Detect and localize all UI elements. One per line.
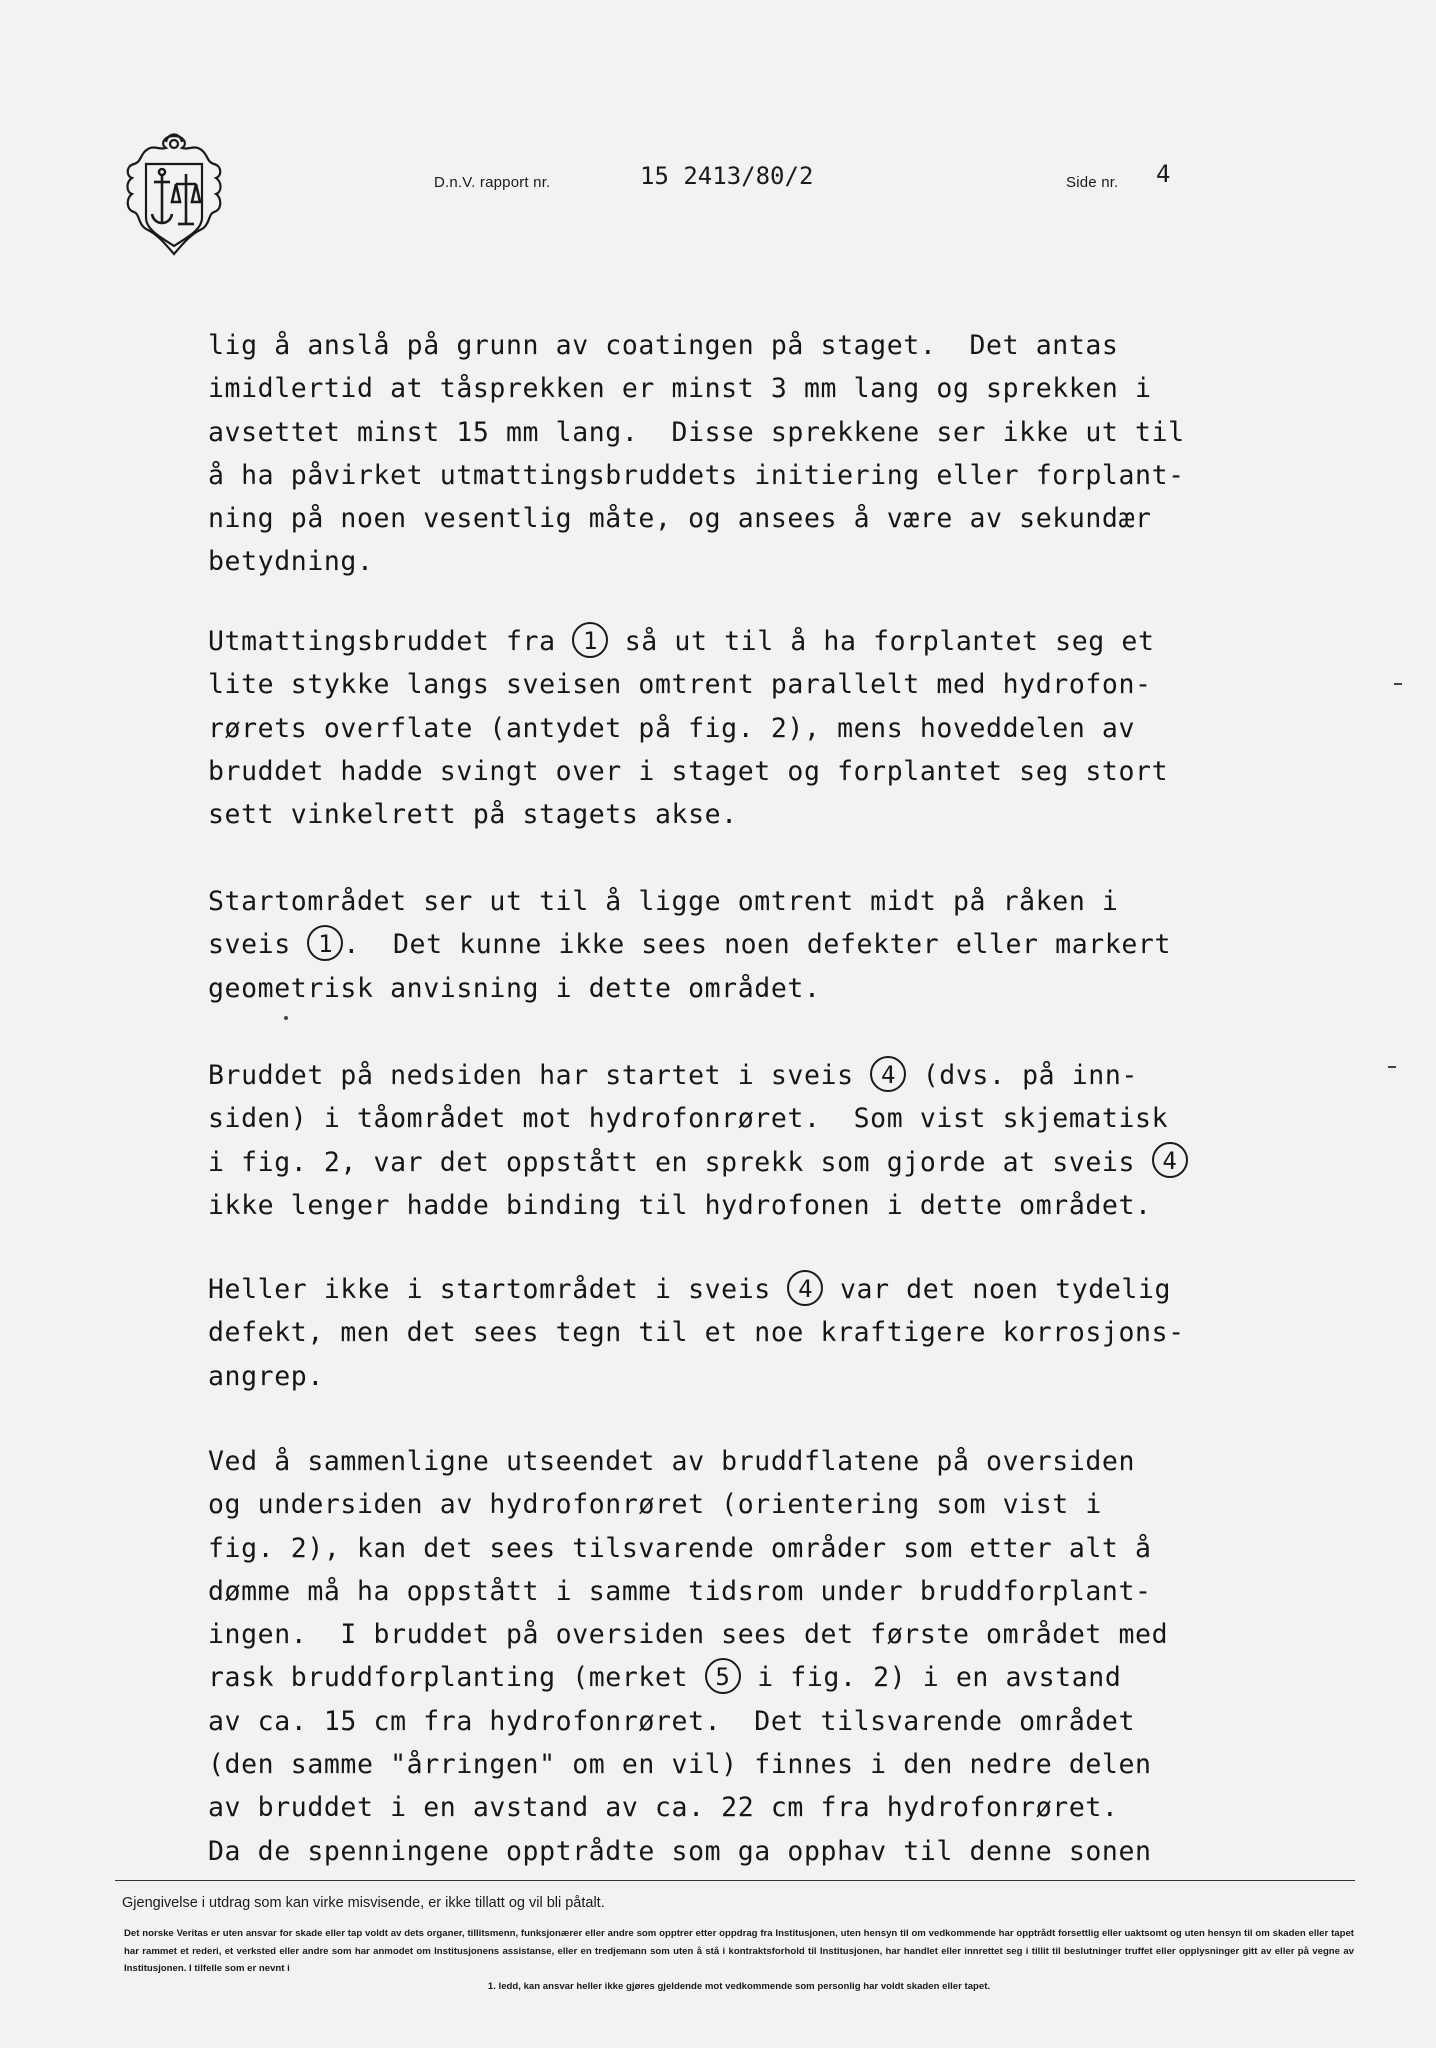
paragraph-1: [208, 324, 1248, 584]
scan-mark: [1388, 1066, 1396, 1068]
text-line: [208, 1743, 1248, 1786]
text-segment: rask bruddforplanting (merket: [208, 1662, 705, 1694]
circled-number-marker: 4: [1152, 1142, 1188, 1178]
footer-divider: [115, 1880, 1355, 1881]
text-segment: fig. 2), kan det sees tilsvarende områder som etter alt å: [208, 1532, 1152, 1564]
footer-liability: [124, 1925, 1354, 1995]
circled-number-marker: 1: [572, 622, 608, 658]
text-line: [208, 1097, 1248, 1140]
text-segment: defekt, men det sees tegn til et noe kraftigere korrosjons-: [208, 1317, 1185, 1349]
text-line: [208, 1311, 1248, 1354]
text-line: [208, 1700, 1248, 1743]
text-line: [208, 923, 1248, 966]
text-segment: imidlertid at tåsprekken er minst 3 mm lang og sprekken i: [208, 373, 1152, 405]
text-line: [208, 497, 1248, 540]
text-segment: av bruddet i en avstand av ca. 22 cm fra hydrofonrøret.: [208, 1792, 1119, 1824]
footer-notice: Gjengivelse i utdrag som kan virke misvisende, er ikke tillatt og vil bli påtalt.: [122, 1895, 605, 1911]
text-segment: Utmattingsbruddet fra: [208, 626, 573, 657]
report-number-value: 15 2413/80/2: [640, 162, 814, 190]
footer-liability-text: Det norske Veritas er uten ansvar for skade eller tap voldt av dets organer, tillitsmenn, funksjonærer eller andre som opptrer etter oppdrag fra Institusjonen, uten hensyn til om vedkommende har opptrådt forsettlig eller uaktsomt og uten hensyn til om skaden eller tapet har rammet et rederi, et verksted eller andre som har anmodet om Institusjonens assistanse, eller en tredjemann som uten å stå i kontraktsforhold til Institusjonen, har handlet eller innrettet seg i tillit til beslutninger truffet eller opplysninger gitt av eller på vegne av Institusjonen. I tilfelle som er nevnt i: [124, 1928, 1354, 1974]
text-segment: lig å anslå på grunn av coatingen på staget. Det antas: [208, 330, 1119, 361]
paragraph-5: [208, 1268, 1248, 1398]
text-line: [208, 880, 1248, 923]
text-segment: bruddet hadde svingt over i staget og forplantet seg stort: [208, 755, 1169, 787]
circled-number-marker: 4: [870, 1056, 906, 1092]
text-line: [208, 1483, 1248, 1526]
text-line: [208, 1355, 1248, 1398]
text-line: [208, 454, 1248, 497]
text-segment: avsettet minst 15 mm lang. Disse sprekkene ser ikke ut til: [208, 416, 1185, 448]
text-line: [208, 967, 1248, 1010]
text-segment: dømme må ha oppstått i samme tidsrom under bruddforplant-: [208, 1575, 1152, 1607]
paragraph-4: [208, 1054, 1248, 1227]
text-segment: ingen. I bruddet på oversiden sees det første området med: [208, 1619, 1169, 1651]
text-segment: Da de spenningene opptrådte som ga opphav til denne sonen: [208, 1835, 1152, 1867]
page-number-value: 4: [1156, 160, 1171, 188]
text-segment: og undersiden av hydrofonrøret (orientering som vist i: [208, 1489, 1102, 1521]
text-line: [208, 620, 1248, 663]
text-segment: . Det kunne ikke sees noen defekter eller markert: [343, 929, 1172, 961]
text-line: [208, 750, 1248, 793]
text-line: [208, 411, 1248, 454]
footer-liability-last: 1. ledd, kan ansvar heller ikke gjøres gjeldende mot vedkommende som personlig har voldt skaden eller tapet.: [487, 1980, 991, 1992]
text-segment: betydning.: [208, 546, 374, 578]
text-line: [208, 1830, 1248, 1873]
paragraph-6: [208, 1440, 1248, 1873]
text-line: [208, 1613, 1248, 1656]
text-segment: geometrisk anvisning i dette området.: [208, 972, 821, 1004]
text-segment: Startområdet ser ut til å ligge omtrent midt på råken i: [208, 886, 1119, 917]
text-line: [208, 663, 1248, 706]
text-segment: rørets overflate (antydet på fig. 2), mens hoveddelen av: [208, 712, 1136, 744]
text-segment: (den samme "årringen" om en vil) finnes i den nedre delen: [208, 1749, 1152, 1781]
text-line: [208, 1141, 1248, 1184]
text-segment: av ca. 15 cm fra hydrofonrøret. Det tilsvarende området: [208, 1705, 1136, 1737]
text-line: [208, 1440, 1248, 1483]
text-line: [208, 1786, 1248, 1829]
scan-mark: [1394, 683, 1402, 685]
text-line: [208, 707, 1248, 750]
dnv-crest-icon: [120, 130, 228, 260]
report-number-label: D.n.V. rapport nr.: [434, 174, 551, 191]
text-segment: angrep.: [208, 1360, 324, 1392]
text-segment: Bruddet på nedsiden har startet i sveis: [208, 1060, 871, 1091]
text-line: [208, 1527, 1248, 1570]
text-segment: så ut til å ha forplantet seg et: [608, 626, 1155, 657]
circled-number-marker: 5: [705, 1658, 741, 1694]
text-line: [208, 324, 1248, 367]
text-segment: ning på noen vesentlig måte, og ansees å være av sekundær: [208, 503, 1152, 535]
text-segment: i fig. 2) i en avstand: [740, 1662, 1122, 1694]
text-line: [208, 540, 1248, 583]
text-line: [208, 793, 1248, 836]
text-segment: å ha påvirket utmattingsbruddets initiering eller forplant-: [208, 459, 1185, 491]
text-segment: Heller ikke i startområdet i sveis: [208, 1274, 788, 1305]
paragraph-3: [208, 880, 1248, 1010]
text-segment: Ved å sammenligne utseendet av bruddflatene på oversiden: [208, 1446, 1136, 1477]
text-line: [208, 367, 1248, 410]
page-number-label: Side nr.: [1066, 174, 1119, 191]
text-line: [208, 1656, 1248, 1699]
text-segment: i fig. 2, var det oppstått en sprekk som gjorde at sveis: [208, 1146, 1152, 1178]
text-line: [208, 1184, 1248, 1227]
scan-dot: [284, 1016, 288, 1020]
text-line: [208, 1054, 1248, 1097]
circled-number-marker: 1: [307, 925, 343, 961]
text-segment: sveis: [208, 929, 308, 961]
text-segment: ikke lenger hadde binding til hydrofonen i dette området.: [208, 1189, 1152, 1221]
text-line: [208, 1570, 1248, 1613]
text-segment: var det noen tydelig: [823, 1274, 1172, 1305]
text-segment: (dvs. på inn-: [906, 1060, 1138, 1091]
circled-number-marker: 4: [787, 1270, 823, 1306]
text-line: [208, 1268, 1248, 1311]
text-segment: lite stykke langs sveisen omtrent parallelt med hydrofon-: [208, 669, 1152, 701]
text-segment: sett vinkelrett på stagets akse.: [208, 799, 738, 831]
text-segment: siden) i tåområdet mot hydrofonrøret. Som vist skjematisk: [208, 1103, 1169, 1135]
paragraph-2: [208, 620, 1248, 836]
